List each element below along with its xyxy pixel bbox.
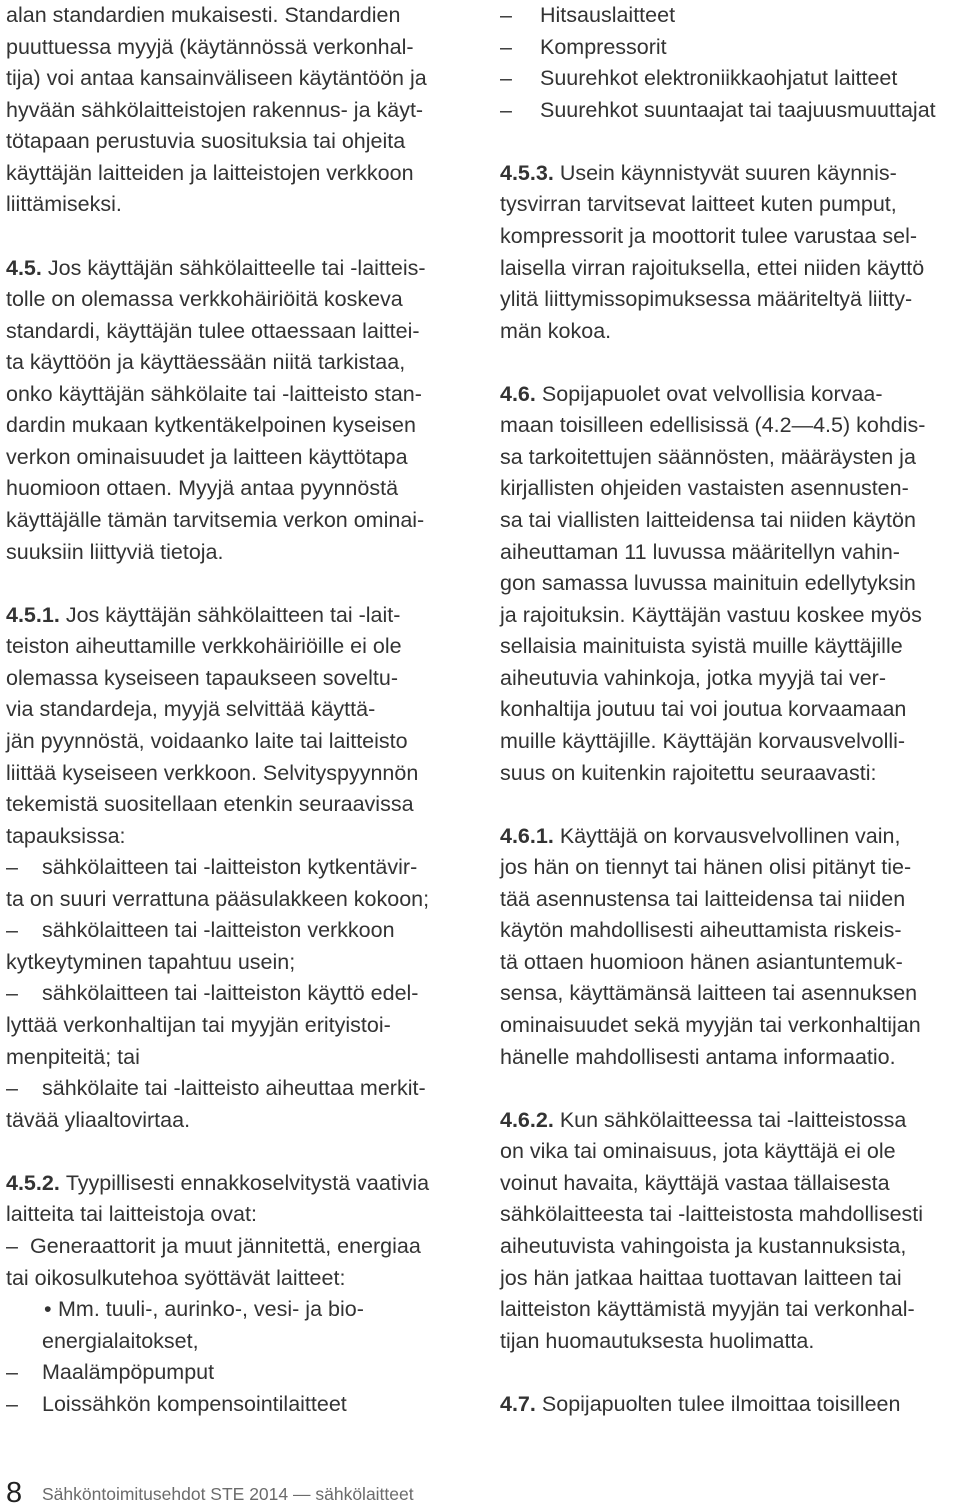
- list-item-line: [6, 1231, 486, 1263]
- paragraph-line: [6, 253, 486, 285]
- paragraph-spacer: [6, 221, 486, 253]
- list-item-line: [6, 978, 486, 1010]
- list-marker: –: [6, 1233, 18, 1258]
- line-text: Jos käyttäjän sähkölaitteelle tai -laitteis-: [47, 255, 426, 280]
- section-number: 4.5.2.: [6, 1170, 60, 1195]
- list-item: [6, 1073, 486, 1136]
- paragraph-line: liittämiseksi.: [6, 192, 122, 217]
- list-item: [6, 852, 486, 915]
- list-item-line: [6, 1073, 486, 1105]
- list-item: [500, 95, 955, 127]
- paragraph-line: teiston aiheuttamille verkkohäiriöille ei ole: [6, 634, 402, 659]
- paragraph-line: verkon ominaisuudet ja laitteen käyttötapa: [6, 444, 408, 469]
- paragraph-line: laisella virran rajoituksella, ettei niiden käyttö: [500, 255, 925, 280]
- line-text: Mm. tuuli-, aurinko-, vesi- ja bio-: [58, 1297, 364, 1322]
- section-4-6-2: [500, 1105, 955, 1358]
- paragraph-line: [500, 1389, 955, 1421]
- paragraph-spacer: [6, 568, 486, 600]
- paragraph-line: [500, 379, 955, 411]
- paragraph-line: tija) voi antaa kansainväliseen käytäntöön ja: [6, 66, 427, 91]
- intro-paragraph: [6, 0, 486, 221]
- paragraph-line: ylitä liittymissopimuksessa määriteltyä liitty-: [500, 287, 913, 312]
- paragraph-line: käyttäjän laitteiden ja laitteistojen verkkoon: [6, 160, 414, 185]
- paragraph-line: olemassa kyseiseen tapaukseen soveltu-: [6, 665, 398, 690]
- paragraph-line: puuttuessa myyjä (käytännössä verkonhal-: [6, 34, 414, 59]
- line-text: Tyypillisesti ennakkoselvitystä vaativia: [65, 1170, 430, 1195]
- list-item-line: [6, 915, 486, 947]
- line-text: sähkölaitteen tai -laitteiston verkkoon: [42, 918, 395, 943]
- line-text: Maalämpöpumput: [42, 1360, 215, 1385]
- list-marker: –: [6, 1391, 18, 1416]
- paragraph-line: tijan huomautuksesta huolimatta.: [500, 1328, 815, 1353]
- list-item: [6, 1231, 486, 1357]
- list-item: [500, 32, 955, 64]
- line-text: Loissähkön kompensointilaitteet: [42, 1391, 347, 1416]
- paragraph-line: [6, 1168, 486, 1200]
- section-4-5-3: [500, 158, 955, 347]
- list-marker: –: [6, 1360, 18, 1385]
- line-text: Usein käynnistyvät suuren käynnis-: [559, 160, 897, 185]
- section-4-7: [500, 1389, 955, 1421]
- paragraph-line: [6, 600, 486, 632]
- section-4-5-2-continued: [500, 0, 955, 126]
- paragraph-line: tysvirran tarvitsevat laitteet kuten pumput,: [500, 192, 897, 217]
- section-4-6-1: [500, 821, 955, 1074]
- section-4-5: [6, 253, 486, 569]
- footer-title: Sähköntoimitusehdot STE 2014 — sähkölaitteet: [42, 1484, 414, 1504]
- line-text: Jos käyttäjän sähkölaitteen tai -lait-: [65, 602, 401, 627]
- line-text: Sopijapuolten tulee ilmoittaa toisilleen: [541, 1391, 901, 1416]
- line-text: Käyttäjä on korvausvelvollinen vain,: [559, 823, 901, 848]
- list-marker: –: [6, 981, 18, 1006]
- paragraph-line: suus on kuitenkin rajoitettu seuraavasti:: [500, 760, 877, 785]
- bullet-marker: •: [44, 1297, 52, 1322]
- list-item: [500, 0, 955, 32]
- list-item-line: tävää yliaaltovirtaa.: [6, 1107, 191, 1132]
- list-item: [6, 915, 486, 978]
- paragraph-line: jos hän jatkaa haittaa tuottavan laitteen tai: [500, 1265, 902, 1290]
- paragraph-line: onko käyttäjän sähkölaite tai -laitteisto stan-: [6, 381, 422, 406]
- paragraph-line: tää asennustensa tai laitteidensa tai niiden: [500, 886, 906, 911]
- paragraph-line: hyvään sähkölaitteistojen rakennus- ja käyt-: [6, 97, 424, 122]
- paragraph-line: aiheutuvia vahinkoja, jotka myyjä tai ver-: [500, 665, 886, 690]
- section-number: 4.6.1.: [500, 823, 554, 848]
- paragraph-line: ta käyttöön ja käyttäessään niitä tarkistaa,: [6, 350, 406, 375]
- paragraph-line: käyttäjälle tämän tarvitsemia verkon ominai-: [6, 508, 425, 532]
- paragraph-line: sensa, käyttämänsä laitteen tai asennuksen: [500, 981, 918, 1006]
- paragraph-spacer: [500, 1073, 955, 1105]
- paragraph-line: män kokoa.: [500, 318, 612, 343]
- paragraph-line: tötapaan perustuvia suosituksia tai ohjeita: [6, 129, 406, 154]
- list-item-line: [6, 852, 486, 884]
- paragraph-line: [500, 1105, 955, 1137]
- paragraph-line: suuksiin liittyviä tietoja.: [6, 539, 224, 564]
- section-4-5-1: [6, 600, 486, 1137]
- paragraph-line: gon samassa luvussa mainituin edellytyksin: [500, 571, 916, 596]
- paragraph-line: ominaisuudet sekä myyjän tai verkonhaltijan: [500, 1013, 921, 1037]
- sub-list-item-line: [6, 1294, 486, 1326]
- paragraph-line: [500, 158, 955, 190]
- paragraph-line: dardin mukaan kytkentäkelpoinen kyseisen: [6, 413, 416, 438]
- paragraph-line: tolle on olemassa verkkohäiriöitä koskeva: [6, 287, 403, 312]
- page-footer: [0, 1478, 960, 1508]
- line-text: sähkölaite tai -laitteisto aiheuttaa merkit-: [42, 1076, 426, 1101]
- list-marker: –: [6, 855, 18, 880]
- paragraph-line: sa tarkoitettujen säännösten, määräysten ja: [500, 444, 916, 469]
- line-text: Kompressorit: [540, 34, 667, 59]
- paragraph-line: sähkölaitteesta tai -laitteistosta mahdollisesti: [500, 1202, 924, 1227]
- paragraph-line: [500, 821, 955, 853]
- paragraph-line: jos hän on tiennyt tai hänen olisi pitänyt tie-: [500, 855, 912, 880]
- paragraph-line: standardi, käyttäjän tulee ottaessaan laittei-: [6, 318, 420, 343]
- paragraph-line: tekemistä suositellaan etenkin seuraavissa: [6, 792, 414, 817]
- paragraph-line: via standardeja, myyjä selvittää käyttä-: [6, 697, 376, 722]
- section-number: 4.5.3.: [500, 160, 554, 185]
- list-marker: –: [500, 34, 512, 59]
- list-item-line: ta on suuri verrattuna pääsulakkeen kokoon;: [6, 886, 430, 911]
- paragraph-line: konhaltija joutuu tai voi joutua korvaamaan: [500, 697, 907, 722]
- paragraph-line: hänelle mahdollisesti antama informaatio.: [500, 1044, 896, 1069]
- list-marker: –: [6, 918, 18, 943]
- paragraph-line: on vika tai ominaisuus, jota käyttäjä ei ole: [500, 1139, 896, 1164]
- paragraph-spacer: [500, 347, 955, 379]
- paragraph-line: sellaisia mainituista syistä muille käyttäjille: [500, 634, 903, 659]
- paragraph-line: aiheutuvista vahingoista ja kustannuksista,: [500, 1233, 907, 1258]
- paragraph-line: maan toisilleen edellisissä (4.2—4.5) kohdis-: [500, 413, 926, 438]
- sub-list-item: [6, 1294, 486, 1357]
- paragraph-line: kompressorit ja moottorit tulee varustaa sel-: [500, 223, 918, 248]
- section-4-6: [500, 379, 955, 789]
- paragraph-spacer: [500, 1357, 955, 1389]
- page-number: 8: [6, 1477, 23, 1509]
- paragraph-line: laitteita tai laitteistoja ovat:: [6, 1202, 257, 1227]
- list-item: [500, 63, 955, 95]
- list-item-line: menpiteitä; tai: [6, 1044, 140, 1069]
- paragraph-line: jän pyynnöstä, voidaanko laite tai laitteisto: [6, 728, 408, 753]
- paragraph-line: ja rajoituksin. Käyttäjän vastuu koskee myös: [500, 602, 922, 627]
- section-4-5-2: [6, 1168, 486, 1421]
- section-number: 4.5.1.: [6, 602, 60, 627]
- line-text: sähkölaitteen tai -laitteiston kytkentävir-: [42, 855, 418, 880]
- line-text: Hitsauslaitteet: [540, 3, 676, 27]
- line-text: Suurehkot elektroniikkaohjatut laitteet: [540, 66, 898, 91]
- paragraph-line: huomioon ottaen. Myyjä antaa pyynnöstä: [6, 476, 399, 501]
- paragraph-spacer: [500, 789, 955, 821]
- paragraph-line: kirjallisten ohjeiden vastaisten asennusten-: [500, 476, 909, 501]
- line-text: Sopijapuolet ovat velvollisia korvaa-: [541, 381, 883, 406]
- section-number: 4.6.2.: [500, 1107, 554, 1132]
- right-column: [500, 0, 955, 1420]
- left-column: [6, 0, 486, 1420]
- list-marker: –: [500, 97, 512, 122]
- line-text: Suurehkot suuntaajat tai taajuusmuuttajat: [540, 97, 936, 122]
- paragraph-line: laitteiston käyttämistä myyjän tai verkonhal-: [500, 1297, 915, 1322]
- list-item-line: lyttää verkonhaltijan tai myyjän erityistoi-: [6, 1013, 391, 1037]
- list-item-line: tai oikosulkutehoa syöttävät laitteet:: [6, 1265, 346, 1290]
- paragraph-line: tä ottaen huomioon hänen asiantuntemuk-: [500, 949, 903, 974]
- line-text: Kun sähkölaitteessa tai -laitteistossa: [559, 1107, 907, 1132]
- list-item: [6, 1389, 486, 1421]
- line-text: sähkölaitteen tai -laitteiston käyttö edel-: [42, 981, 419, 1006]
- paragraph-line: voinut havaita, käyttäjä vastaa tällaisesta: [500, 1170, 890, 1195]
- paragraph-line: alan standardien mukaisesti. Standardien: [6, 3, 401, 27]
- list-marker: –: [500, 66, 512, 91]
- paragraph-spacer: [6, 1136, 486, 1168]
- paragraph-line: muille käyttäjille. Käyttäjän korvausvelvolli-: [500, 728, 906, 753]
- list-item: [6, 1357, 486, 1389]
- list-item-line: kytkeytyminen tapahtuu usein;: [6, 949, 296, 974]
- paragraph-spacer: [500, 126, 955, 158]
- paragraph-line: tapauksissa:: [6, 823, 126, 848]
- line-text: Generaattorit ja muut jännitettä, energiaa: [30, 1233, 421, 1258]
- paragraph-line: aiheuttaman 11 luvussa määritellyn vahin-: [500, 539, 900, 564]
- list-item: [6, 978, 486, 1073]
- list-marker: –: [500, 3, 512, 27]
- sub-list-item-line: energialaitokset,: [42, 1328, 199, 1353]
- paragraph-line: liittää kyseiseen verkkoon. Selvityspyynnön: [6, 760, 419, 785]
- list-marker: –: [6, 1076, 18, 1101]
- section-number: 4.7.: [500, 1391, 536, 1416]
- paragraph-line: sa tai viallisten laitteidensa tai niiden käytön: [500, 508, 916, 532]
- paragraph-line: käytön mahdollisesti aiheuttamista riskeis-: [500, 918, 902, 943]
- section-number: 4.6.: [500, 381, 536, 406]
- section-number: 4.5.: [6, 255, 42, 280]
